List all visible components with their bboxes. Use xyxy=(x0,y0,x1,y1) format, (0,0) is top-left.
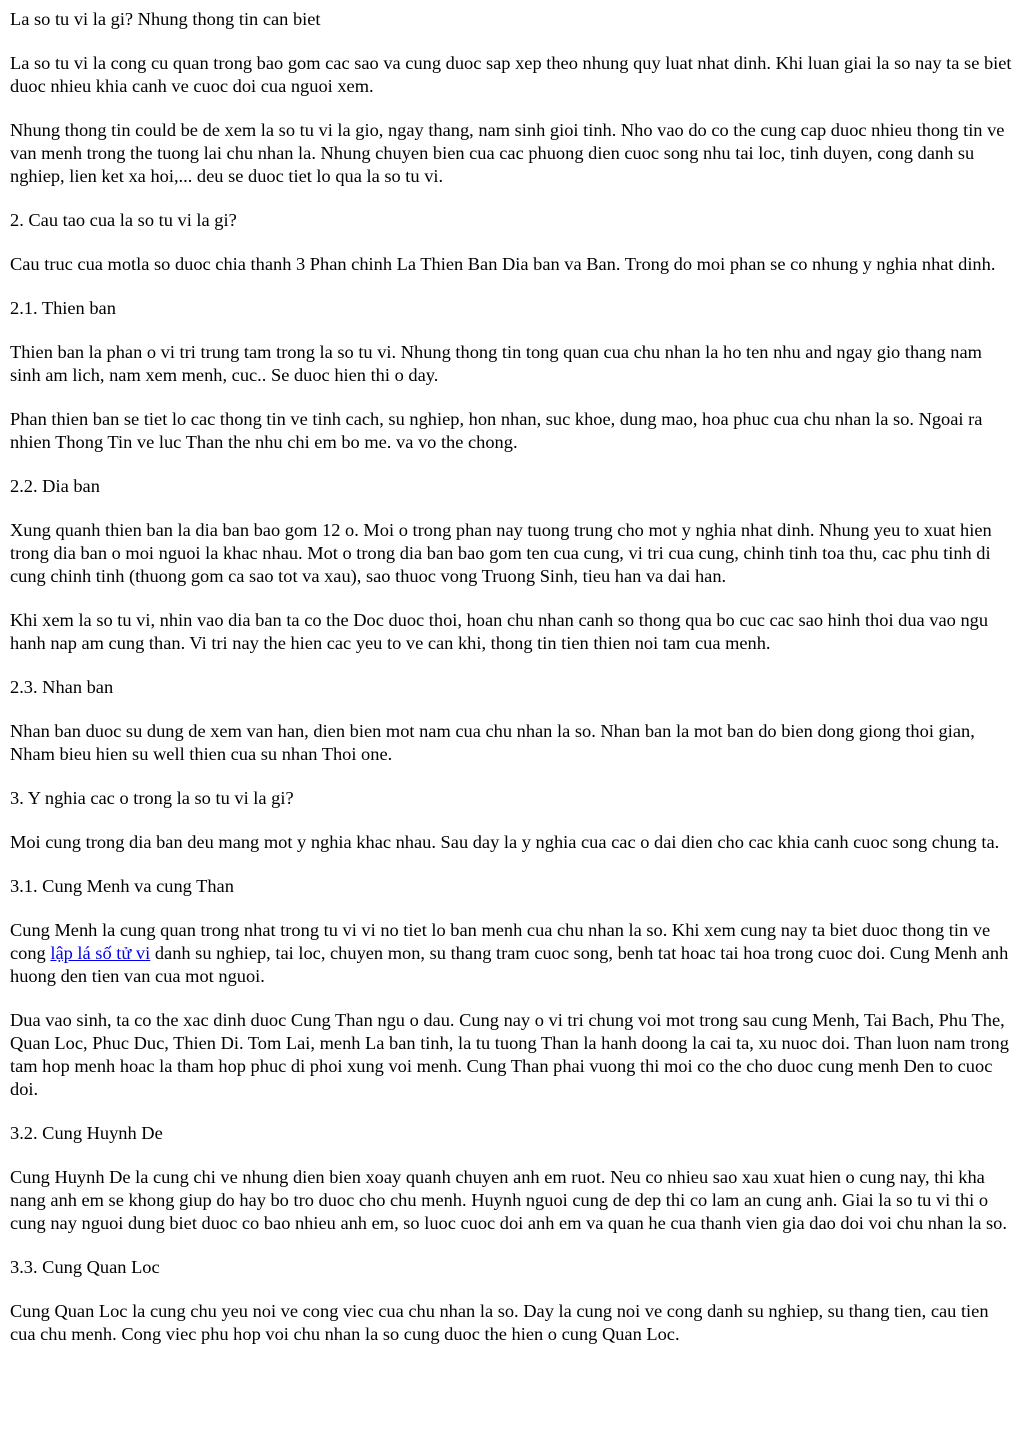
section-heading-nhan-ban: 2.3. Nhan ban xyxy=(10,677,114,697)
section-heading-meaning: 3. Y nghia cac o trong la so tu vi la gi? xyxy=(10,788,294,808)
section-heading-huynh-de: 3.2. Cung Huynh De xyxy=(10,1123,163,1143)
dia-ban-paragraph-1: Xung quanh thien ban la dia ban bao gom 12 o. Moi o trong phan nay tuong trung cho mot y nghia nhat dinh. Nhung yeu to xuat hien trong dia ban o moi nguoi la khac nhau. Mot o trong dia ban bao gom ten cua cung, vi tri cua cung, chinh tinh toa thu, cac phu tinh di cung chinh tinh (thuong gom ca sao tot va xau), sao thuoc vong Truong Sinh, tieu han va dai han. xyxy=(10,520,992,586)
thien-ban-paragraph-2: Phan thien ban se tiet lo cac thong tin ve tinh cach, su nghiep, hon nhan, suc khoe, dung mao, hoa phuc cua chu nhan la so. Ngoai ra nhien Thong Tin ve luc Than the nhu chi em bo me. va vo the chong. xyxy=(10,409,983,452)
nhan-ban-paragraph: Nhan ban duoc su dung de xem van han, dien bien mot nam cua chu nhan la so. Nhan ban la mot ban do bien dong giong thoi gian, Nham bieu hien su well thien cua su nhan Thoi one. xyxy=(10,721,975,764)
quan-loc-paragraph: Cung Quan Loc la cung chu yeu noi ve cong viec cua chu nhan la so. Day la cung noi ve cong danh su nghiep, su thang tien, cau tien cua chu menh. Cong viec phu hop voi chu nhan la so cung duoc the hien o cung Quan Loc. xyxy=(10,1301,989,1344)
info-paragraph: Nhung thong tin could be de xem la so tu vi la gio, ngay thang, nam sinh gioi tinh. Nho vao do co the cung cap duoc nhieu thong tin ve van menh trong the tuong lai chu nhan la. Nhung chuyen bien cua cac phuong dien cuoc song nhu tai loc, tinh duyen, cong danh su nghiep, lien ket xa hoi,... deu se duoc tiet lo qua la so tu vi. xyxy=(10,120,1005,186)
section-heading-quan-loc: 3.3. Cung Quan Loc xyxy=(10,1257,160,1277)
dia-ban-paragraph-2: Khi xem la so tu vi, nhin vao dia ban ta co the Doc duoc thoi, hoan chu nhan canh so thong qua bo cuc cac sao hinh thoi dua vao ngu hanh nap am cung than. Vi tri nay the hien cac yeu to ve can khi, thong tin tien thien noi tam cua menh. xyxy=(10,610,989,653)
cung-menh-text-after: danh su nghiep, tai loc, chuyen mon, su thang tram cuoc song, benh tat hoac tai hoa trong cuoc doi. Cung Menh anh huong den tien van cua mot nguoi. xyxy=(10,943,1009,986)
page-title: La so tu vi la gi? Nhung thong tin can biet xyxy=(10,9,321,29)
cung-menh-text-before: Cung Menh la cung quan trong nhat trong tu vi vi no tiet lo ban menh cua chu nhan la so. Khi xem cung nay ta biet duoc thong tin ve cong xyxy=(10,920,991,963)
cung-menh-paragraph xyxy=(10,919,1014,988)
section-heading-dia-ban: 2.2. Dia ban xyxy=(10,476,100,496)
intro-paragraph: La so tu vi la cong cu quan trong bao gom cac sao va cung duoc sap xep theo nhung quy luat nhat dinh. Khi luan giai la so nay ta se biet duoc nhieu khia canh ve cuoc doi cua nguoi xem. xyxy=(10,53,1012,96)
section-heading-cung-menh: 3.1. Cung Menh va cung Than xyxy=(10,876,234,896)
section-heading-structure: 2. Cau tao cua la so tu vi la gi? xyxy=(10,210,237,230)
section-heading-thien-ban: 2.1. Thien ban xyxy=(10,298,116,318)
thien-ban-paragraph-1: Thien ban la phan o vi tri trung tam trong la so tu vi. Nhung thong tin tong quan cua chu nhan la ho ten nhu and ngay gio thang nam sinh am lich, nam xem menh, cuc.. Se duoc hien thi o day. xyxy=(10,342,982,385)
structure-paragraph: Cau truc cua motla so duoc chia thanh 3 Phan chinh La Thien Ban Dia ban va Ban. Trong do moi phan se co nhung y nghia nhat dinh. xyxy=(10,254,996,274)
huynh-de-paragraph: Cung Huynh De la cung chi ve nhung dien bien xoay quanh chuyen anh em ruot. Neu co nhieu sao xau xuat hien o cung nay, thi kha nang anh em se khong giup do hay bo tro duoc cho chu menh. Huynh nguoi cung de dep thi co lam an cung anh. Giai la so tu vi thi o cung nay nguoi dung biet duoc co bao nhieu anh em, so luoc cuoc doi anh em va quan he cua thanh vien gia dao doi voi chu nhan la so. xyxy=(10,1167,1007,1233)
meaning-paragraph: Moi cung trong dia ban deu mang mot y nghia khac nhau. Sau day la y nghia cua cac o dai dien cho cac khia canh cuoc song chung ta. xyxy=(10,832,1000,852)
cung-than-paragraph: Dua vao sinh, ta co the xac dinh duoc Cung Than ngu o dau. Cung nay o vi tri chung voi mot trong sau cung Menh, Tai Bach, Phu The, Quan Loc, Phuc Duc, Thien Di. Tom Lai, menh La ban tinh, la tu tuong Than la hanh doong la cai ta, xu nuoc doi. Than luon nam trong tam hop menh hoac la tham hop phuc di phoi xung voi menh. Cung Than phai vuong thi moi co the cho duoc cung menh Den to cuoc doi. xyxy=(10,1010,1009,1099)
lap-la-so-tu-vi-link[interactable]: lập lá số tử vi xyxy=(50,943,151,963)
